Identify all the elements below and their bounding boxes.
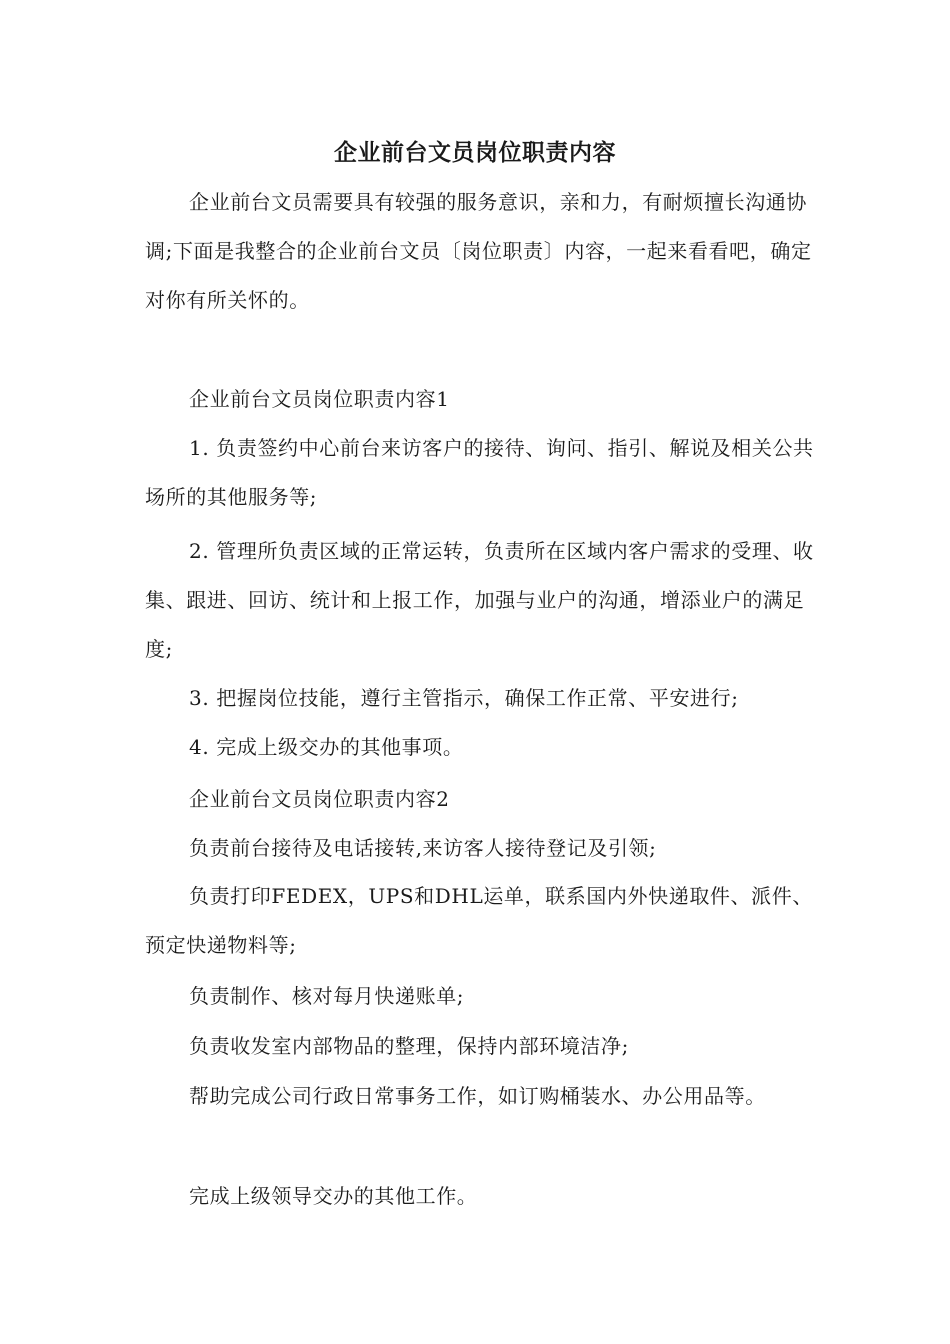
section1-item-1: 1. 负责签约中心前台来访客户的接待、询问、指引、解说及相关公共场所的其他服务等; xyxy=(145,436,814,509)
section2-heading: 企业前台文员岗位职责内容2 xyxy=(189,787,450,811)
section1-item-4: 4. 完成上级交办的其他事项。 xyxy=(189,735,464,759)
document-title: 企业前台文员岗位职责内容 xyxy=(334,139,616,166)
section2-item-2: 负责打印FEDEX，UPS和DHL运单，联系国内外快递取件、派件、预定快递物料等; xyxy=(145,884,813,957)
intro-paragraph: 企业前台文员需要具有较强的服务意识，亲和力，有耐烦擅长沟通协调;下面是我整合的企业前台文员〔岗位职责〕内容，一起来看看吧，确定对你有所关怀的。 xyxy=(145,190,812,312)
section1-item-2: 2. 管理所负责区域的正常运转，负责所在区域内客户需求的受理、收集、跟进、回访、统计和上报工作，加强与业户的沟通，增添业户的满足度; xyxy=(145,539,814,661)
section1-item-3: 3. 把握岗位技能，遵行主管指示，确保工作正常、平安进行; xyxy=(189,686,739,710)
section2-item-4: 负责收发室内部物品的整理，保持内部环境洁净; xyxy=(189,1034,629,1058)
section2-item-3: 负责制作、核对每月快递账单; xyxy=(189,984,465,1008)
section2-item-1: 负责前台接待及电话接转,来访客人接待登记及引领; xyxy=(189,836,657,860)
section2-item-6: 完成上级领导交办的其他工作。 xyxy=(189,1184,478,1208)
section2-item-5: 帮助完成公司行政日常事务工作，如订购桶装水、办公用品等。 xyxy=(189,1084,766,1108)
section1-heading: 企业前台文员岗位职责内容1 xyxy=(189,387,450,411)
